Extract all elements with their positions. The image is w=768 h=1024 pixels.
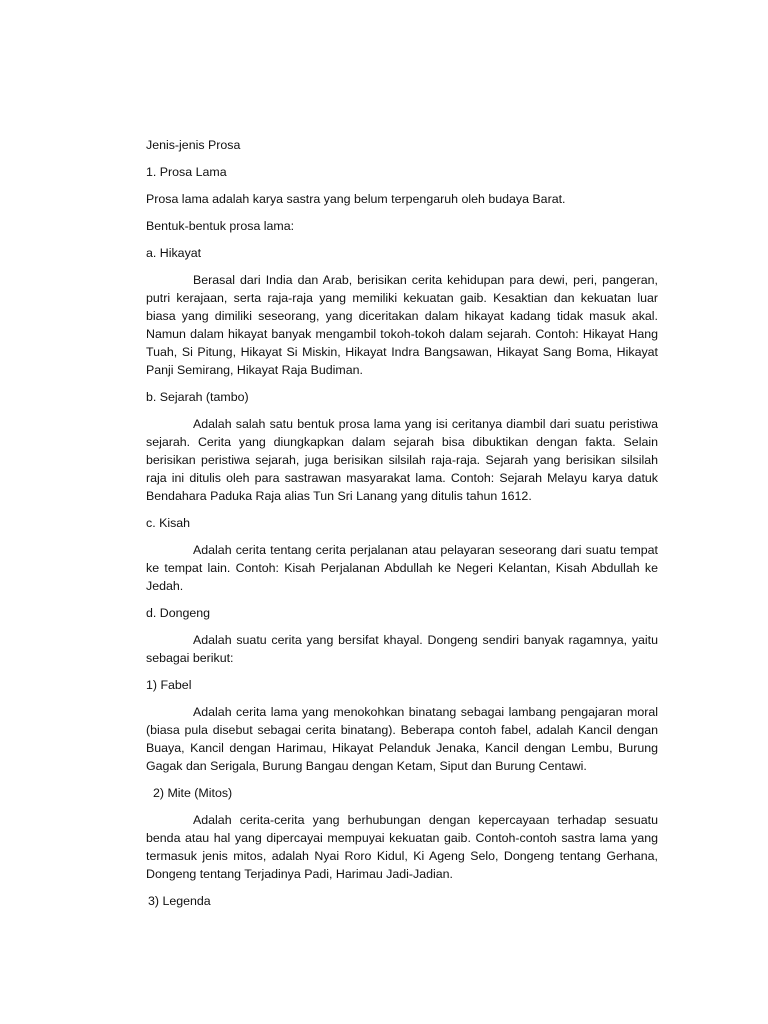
heading-sejarah: b. Sejarah (tambo): [146, 390, 249, 404]
heading-fabel: 1) Fabel: [146, 678, 192, 692]
section-heading-prosa-lama: 1. Prosa Lama: [146, 165, 227, 179]
heading-hikayat: a. Hikayat: [146, 246, 202, 260]
paragraph-fabel: Adalah cerita lama yang menokohkan binatang sebagai lambang pengajaran moral (biasa pula disebut sebagai cerita binatang). Beberapa contoh fabel, adalah Kancil dengan Buaya, Kancil dengan Harimau, Hikayat Pelanduk Jenaka, Kancil dengan Lembu, Burung Gagak dan Serigala, Burung Bangau dengan Ketam, Siput dan Burung Centawi.: [146, 705, 658, 773]
document-title: Jenis-jenis Prosa: [146, 138, 241, 152]
document-page: [146, 136, 658, 919]
paragraph-dongeng: Adalah suatu cerita yang bersifat khayal. Dongeng sendiri banyak ragamnya, yaitu sebagai berikut:: [146, 633, 658, 665]
heading-kisah: c. Kisah: [146, 516, 191, 530]
paragraph-sejarah: Adalah salah satu bentuk prosa lama yang isi ceritanya diambil dari suatu peristiwa sejarah. Cerita yang diungkapkan dalam sejarah bisa dibuktikan dengan fakta. Selain berisikan peristiwa sejarah, juga berisikan silsilah raja-raja. Sejarah yang berisikan silsilah raja ini ditulis oleh para sastrawan masyarakat lama. Contoh: Sejarah Melayu karya datuk Bendahara Paduka Raja alias Tun Sri Lanang yang ditulis tahun 1612.: [146, 417, 658, 503]
heading-legenda: 3) Legenda: [148, 894, 211, 908]
heading-dongeng: d. Dongeng: [146, 606, 211, 620]
paragraph-kisah: Adalah cerita tentang cerita perjalanan atau pelayaran seseorang dari suatu tempat ke tempat lain. Contoh: Kisah Perjalanan Abdullah ke Negeri Kelantan, Kisah Abdullah ke Jedah.: [146, 543, 658, 593]
paragraph-hikayat: Berasal dari India dan Arab, berisikan cerita kehidupan para dewi, peri, pangeran, putri kerajaan, serta raja-raja yang memiliki kekuatan gaib. Kesaktian dan kekuatan luar biasa yang dimiliki seseorang, yang diceritakan dalam hikayat kadang tidak masuk akal. Namun dalam hikayat banyak mengambil tokoh-tokoh dalam sejarah. Contoh: Hikayat Hang Tuah, Si Pitung, Hikayat Si Miskin, Hikayat Indra Bangsawan, Hikayat Sang Boma, Hikayat Panji Semirang, Hikayat Raja Budiman.: [146, 273, 658, 377]
definition-text: Prosa lama adalah karya sastra yang belum terpengaruh oleh budaya Barat.: [146, 192, 566, 206]
forms-heading: Bentuk-bentuk prosa lama:: [146, 219, 295, 233]
paragraph-mite: Adalah cerita-cerita yang berhubungan dengan kepercayaan terhadap sesuatu benda atau hal yang dipercayai mempuyai kekuatan gaib. Contoh-contoh sastra lama yang termasuk jenis mitos, adalah Nyai Roro Kidul, Ki Ageng Selo, Dongeng tentang Gerhana, Dongeng tentang Terjadinya Padi, Harimau Jadi-Jadian.: [146, 813, 658, 881]
heading-mite: 2) Mite (Mitos): [153, 786, 233, 800]
